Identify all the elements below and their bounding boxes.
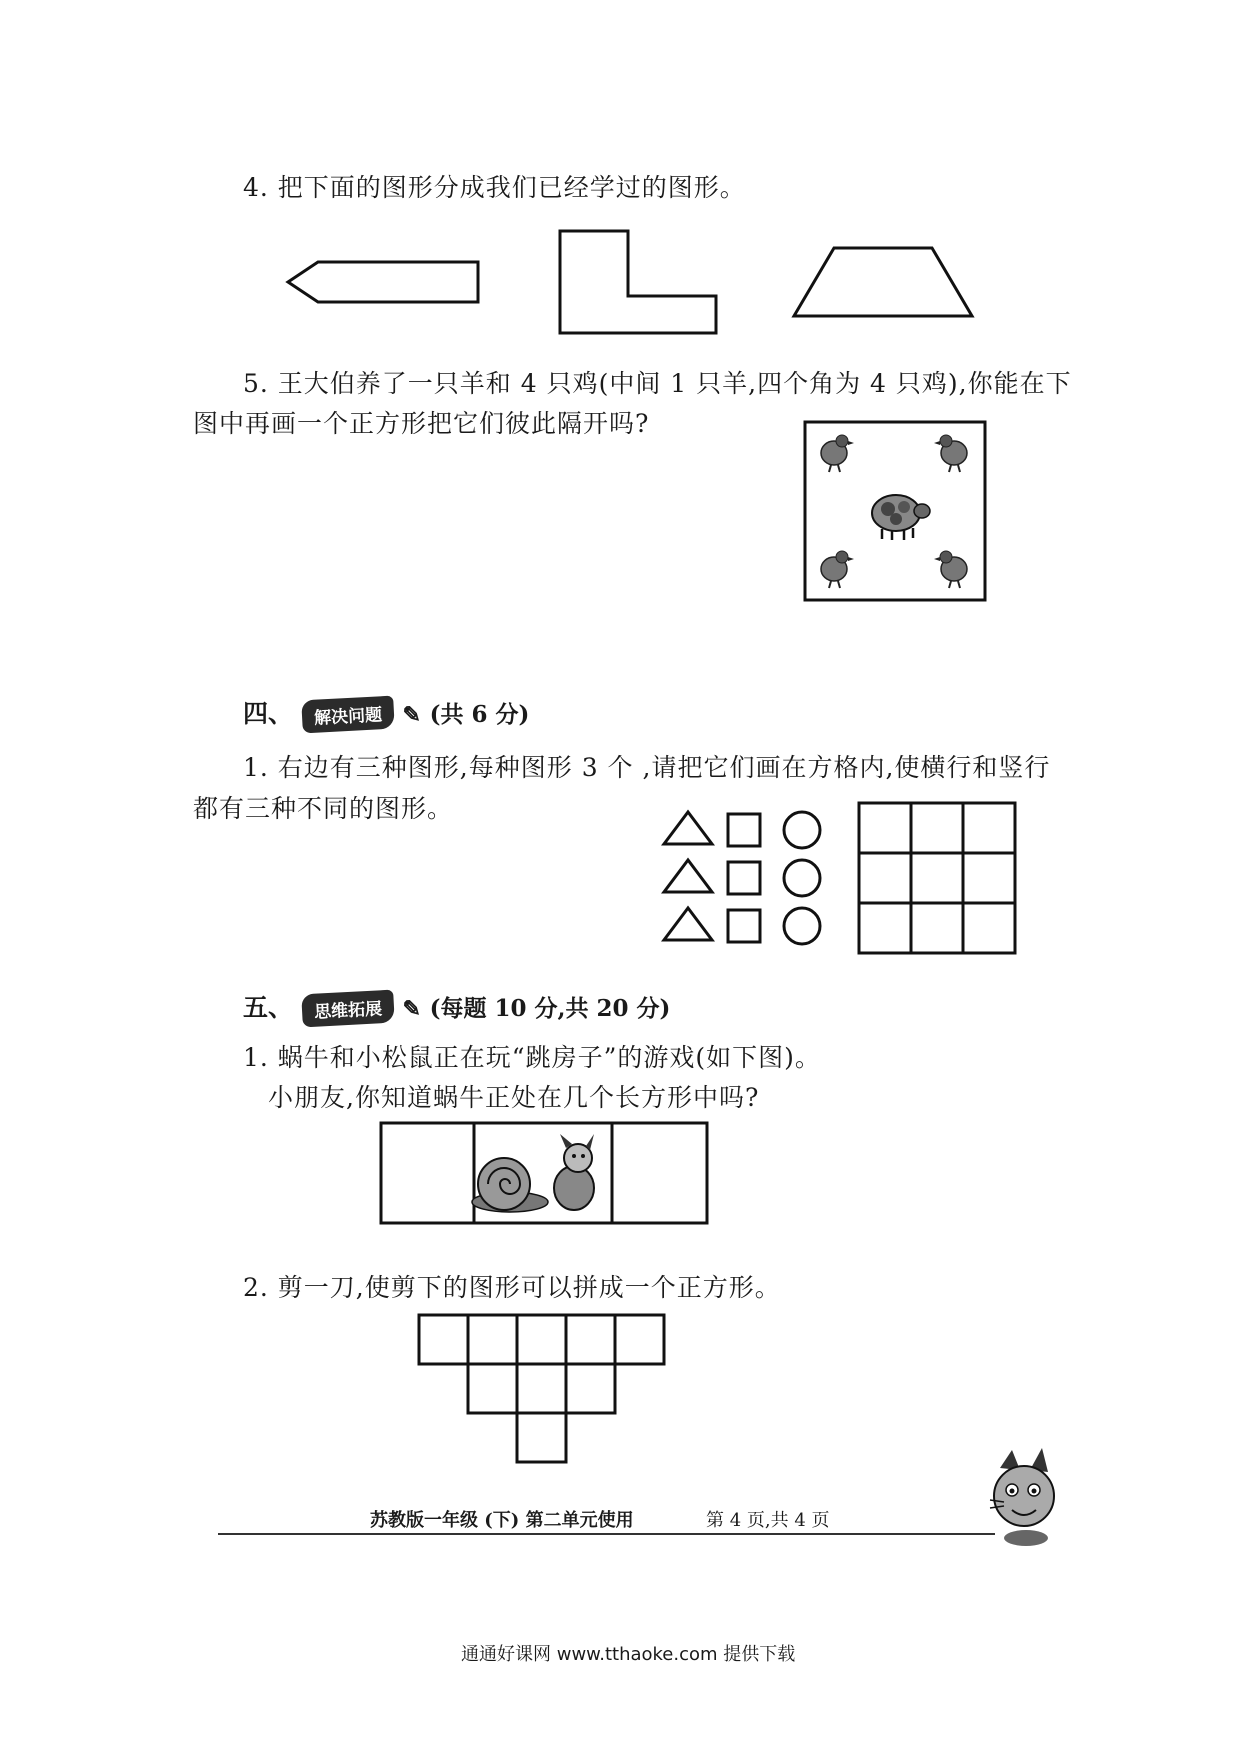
footer-page-number: 第 4 页,共 4 页 xyxy=(706,1510,830,1531)
footer-rule xyxy=(218,1533,995,1535)
section5-q1-line1: 1. 蜗牛和小松鼠正在玩“跳房子”的游戏(如下图)。 xyxy=(243,1043,821,1072)
chicken-icon xyxy=(821,551,854,588)
triangle-shape xyxy=(664,908,712,940)
snail-icon xyxy=(472,1158,548,1212)
pencil-mascot-icon: ✎ xyxy=(402,996,421,1022)
footer-edition: 苏教版一年级 (下) 第二单元使用 xyxy=(370,1510,634,1531)
chicken-icon xyxy=(821,435,854,472)
pencil-shape xyxy=(288,262,478,302)
circle-shape xyxy=(784,812,820,848)
farm-square xyxy=(804,421,986,601)
q5-line2: 图中再画一个正方形把它们彼此隔开吗? xyxy=(193,409,650,438)
pencil-mascot-icon: ✎ xyxy=(402,702,421,728)
l-shape xyxy=(560,231,716,333)
section5-q2-text: 2. 剪一刀,使剪下的图形可以拼成一个正方形。 xyxy=(243,1273,781,1302)
square-shape xyxy=(728,814,760,846)
cat-mascot-icon xyxy=(990,1448,1056,1544)
section5-header xyxy=(243,988,670,1025)
square-shape xyxy=(728,910,760,942)
section5-badge: 思维拓展 xyxy=(301,990,395,1028)
shape-set xyxy=(660,808,840,948)
section4-q1-line2: 都有三种不同的图形。 xyxy=(193,794,454,823)
chicken-icon xyxy=(934,435,967,472)
sheep-icon xyxy=(872,495,930,540)
section5-number: 五、 xyxy=(243,993,294,1022)
section4-badge: 解决问题 xyxy=(301,696,395,734)
section4-number: 四、 xyxy=(243,699,294,728)
squirrel-icon xyxy=(554,1134,594,1210)
section5-points: (每题 10 分,共 20 分) xyxy=(429,995,671,1022)
circle-shape xyxy=(784,860,820,896)
trapezoid-shape xyxy=(794,248,972,316)
triangle-shape xyxy=(664,812,712,844)
section4-header xyxy=(243,694,529,731)
q4-shapes xyxy=(0,0,1240,360)
q4-text: 4. 把下面的图形分成我们已经学过的图形。 xyxy=(243,173,746,202)
download-watermark: 通通好课网 www.tthaoke.com 提供下载 xyxy=(461,1644,796,1665)
triangle-shape xyxy=(664,860,712,892)
q5-line1: 5. 王大伯养了一只羊和 4 只鸡(中间 1 只羊,四个角为 4 只鸡),你能在下 xyxy=(243,369,1072,398)
section4-q1-line1: 1. 右边有三种图形,每种图形 3 个 ,请把它们画在方格内,使横行和竖行 xyxy=(243,753,1051,782)
square-shape xyxy=(728,862,760,894)
grid-3x3 xyxy=(858,802,1018,954)
section5-q1-line2: 小朋友,你知道蜗牛正处在几个长方形中吗? xyxy=(268,1083,760,1112)
hopscotch-strip xyxy=(380,1122,710,1226)
circle-shape xyxy=(784,908,820,944)
cut-grid-figure xyxy=(418,1314,668,1468)
section4-points: (共 6 分) xyxy=(429,701,530,728)
chicken-icon xyxy=(934,551,967,588)
